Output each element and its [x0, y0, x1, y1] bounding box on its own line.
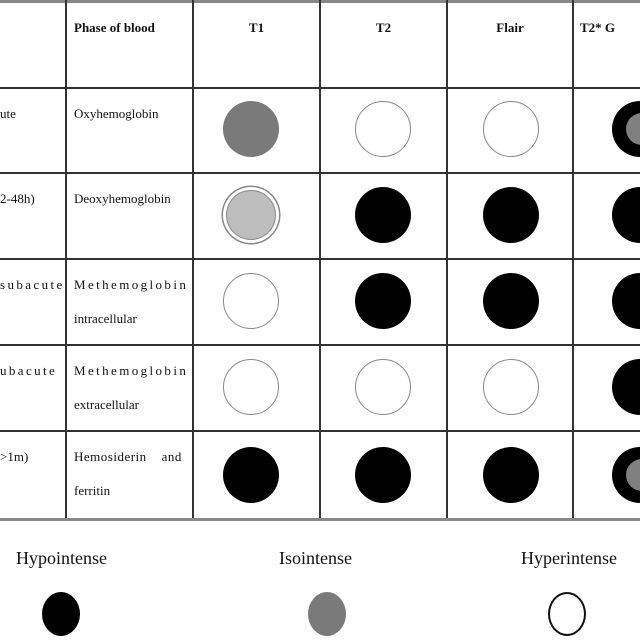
grid-vline	[319, 0, 321, 520]
header-phase-of-blood: Phase of blood	[74, 20, 155, 35]
row-phase-line2: intracellular	[74, 311, 137, 326]
header-t1: T1	[248, 20, 265, 35]
row-phase: Methemoglobin	[74, 277, 189, 292]
row-stage-label: subacute	[0, 277, 65, 292]
grid-vline	[192, 0, 194, 520]
hyperintense-legend-icon	[548, 592, 586, 636]
hypointense-dot-icon	[612, 359, 640, 415]
header-t2: T2	[375, 20, 392, 35]
hypointense-dot-icon	[355, 447, 411, 503]
header-flair: Flair	[496, 20, 524, 35]
grid-hline	[0, 87, 640, 89]
grid-vline	[446, 0, 448, 520]
row-stage-label: ute	[0, 106, 16, 121]
legend-label-isointense: Isointense	[279, 548, 352, 568]
hypo-with-iso-focus-icon	[612, 187, 640, 243]
hypointense-dot-icon	[355, 273, 411, 329]
grid-hline	[0, 172, 640, 174]
isointense-legend-icon	[308, 592, 346, 636]
hyperintense-dot-icon	[483, 359, 539, 415]
header-t2star: T2* G	[580, 20, 616, 35]
legend-label-hyperintense: Hyperintense	[521, 548, 617, 568]
grid-hline	[0, 430, 640, 432]
legend-label-hypointense: Hypointense	[16, 548, 107, 568]
hypointense-dot-icon	[483, 447, 539, 503]
hypointense-legend-icon	[42, 592, 80, 636]
hyperintense-dot-icon	[355, 359, 411, 415]
row-phase: Hemosiderin and	[74, 449, 182, 464]
ringed-isointense-dot-icon	[226, 190, 276, 240]
grid-vline	[572, 0, 574, 520]
hypo-rim-iso-center-icon	[612, 101, 640, 157]
row-phase: Methemoglobin	[74, 363, 189, 378]
row-phase: Deoxyhemoglobin	[74, 191, 171, 206]
row-stage-label: >1m)	[0, 449, 29, 464]
hyperintense-dot-icon	[355, 101, 411, 157]
hypointense-dot-icon	[355, 187, 411, 243]
isointense-dot-icon	[223, 101, 279, 157]
hypo-rim-iso-center-icon	[612, 447, 640, 503]
table-bottom-border	[0, 518, 640, 521]
row-stage-label: 2-48h)	[0, 191, 35, 206]
row-phase-line2: ferritin	[74, 483, 111, 498]
hyperintense-dot-icon	[483, 101, 539, 157]
hyperintense-dot-icon	[223, 359, 279, 415]
hypointense-dot-icon	[223, 447, 279, 503]
hypointense-dot-icon	[612, 273, 640, 329]
row-stage-label: ubacute	[0, 363, 58, 378]
grid-hline	[0, 344, 640, 346]
grid-hline	[0, 258, 640, 260]
row-phase: Oxyhemoglobin	[74, 106, 159, 121]
hypointense-dot-icon	[483, 187, 539, 243]
row-phase-line2: extracellular	[74, 397, 139, 412]
hyperintense-dot-icon	[223, 273, 279, 329]
hypointense-dot-icon	[483, 273, 539, 329]
